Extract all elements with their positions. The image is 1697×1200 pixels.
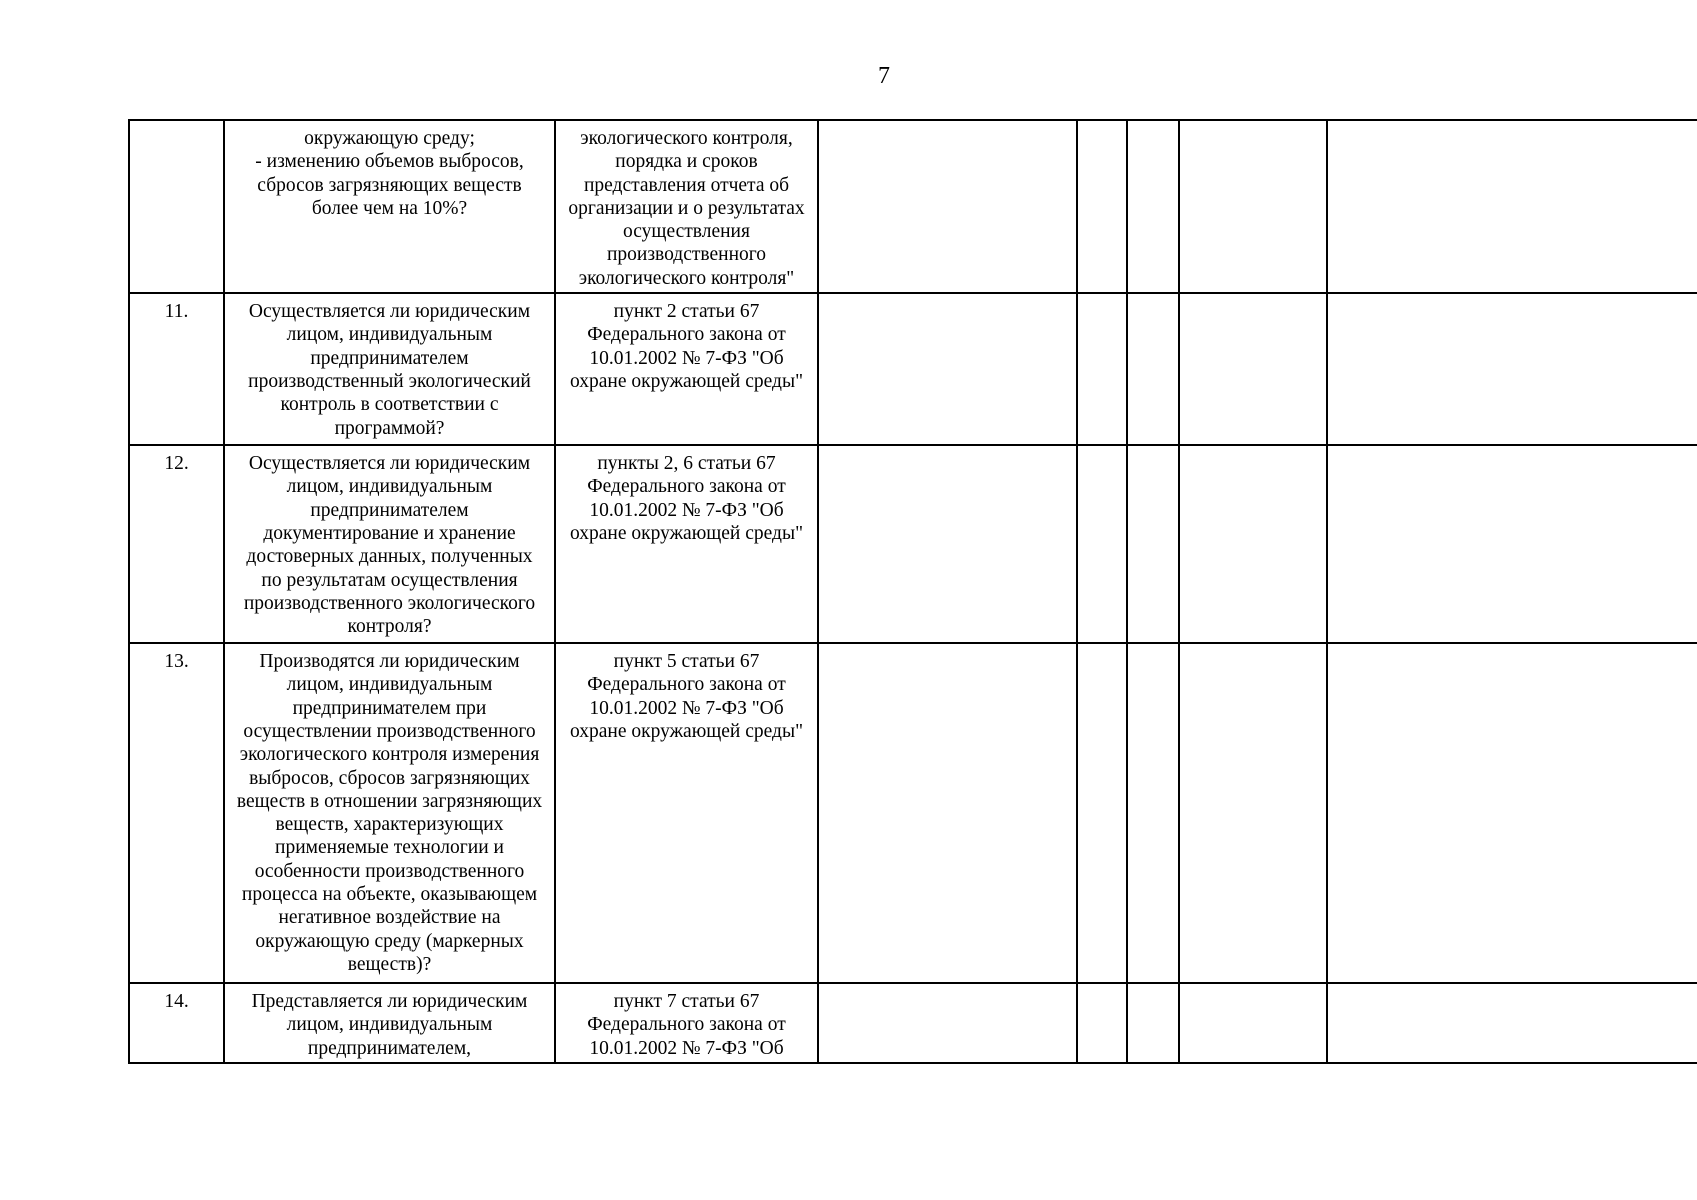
legal-reference-line: пункт 7 статьи 67 [613,991,760,1013]
question-text-line: - изменению объемов выбросов, [255,151,524,173]
question-text-line: Производятся ли юридическим [259,651,520,673]
yes-cell [1077,643,1127,983]
legal-reference-line: 10.01.2002 № 7-ФЗ "Об [589,697,784,719]
question-text-line: предпринимателем при [292,697,487,719]
legal-reference-line: Федерального закона от [587,476,786,498]
not-applicable-cell [1179,293,1327,445]
no-cell [1127,120,1179,293]
question-text-line: контроль в соответствии с [280,394,499,416]
question-text-line: окружающую среду (маркерных [255,930,524,952]
no-cell [1127,983,1179,1063]
answer-cell [818,445,1077,643]
yes-cell [1077,120,1127,293]
not-applicable-cell [1179,643,1327,983]
row-number: 11. [164,301,189,323]
legal-reference-line: пункты 2, 6 статьи 67 [597,453,776,475]
question-text-line: производственного экологического [243,592,536,614]
not-applicable-cell [1179,120,1327,293]
no-cell [1127,445,1179,643]
legal-reference-line: Федерального закона от [587,324,786,346]
question-text-line: предпринимателем [310,347,469,369]
question-text-line: предпринимателем, [307,1037,472,1059]
legal-reference-line: пункт 5 статьи 67 [613,651,760,673]
table-row [129,643,1697,983]
no-cell [1127,643,1179,983]
question-text-line: Осуществляется ли юридическим [248,301,531,323]
question-text-line: применяемые технологии и [275,837,504,859]
row-number-cell [129,983,224,1063]
legal-reference-line: представления отчета об [583,174,790,196]
checklist-table-body [129,120,1697,1063]
comment-cell [1327,983,1697,1063]
legal-reference-line: 10.01.2002 № 7-ФЗ "Об [589,499,784,521]
row-number-cell [129,120,224,293]
no-cell [1127,293,1179,445]
legal-reference-cell [555,983,818,1063]
yes-cell [1077,445,1127,643]
question-text-line: лицом, индивидуальным [286,674,493,696]
comment-cell [1327,120,1697,293]
legal-reference-line: порядка и сроков [615,151,758,173]
question-text-line: достоверных данных, полученных [246,546,533,568]
legal-reference-cell [555,445,818,643]
legal-reference-line: охране окружающей среды" [569,720,804,742]
question-text-line: окружающую среду; [304,128,475,149]
row-number: 14. [164,991,189,1013]
question-text-line: документирование и хранение [263,522,516,544]
row-number: 12. [164,453,189,475]
question-text-line: лицом, индивидуальным [286,476,493,498]
answer-cell [818,643,1077,983]
question-text-line: веществ, характеризующих [275,814,504,836]
row-number: 13. [164,651,189,673]
question-cell [224,643,555,983]
not-applicable-cell [1179,445,1327,643]
checklist-table-wrapper [128,119,1697,1064]
table-row [129,293,1697,445]
question-text-line: осуществлении производственного [243,720,536,742]
question-text-line: экологического контроля измерения [239,744,540,766]
yes-cell [1077,293,1127,445]
question-text-line: выбросов, сбросов загрязняющих [249,767,530,789]
question-text-line: Представляется ли юридическим [251,991,528,1013]
table-row [129,445,1697,643]
comment-cell [1327,293,1697,445]
question-cell [224,293,555,445]
row-number-cell [129,643,224,983]
question-text-line: Осуществляется ли юридическим [248,453,531,475]
legal-reference-line: пункт 2 статьи 67 [613,301,760,323]
question-text-line: веществ в отношении загрязняющих [236,790,543,812]
checklist-table [128,119,1697,1064]
legal-reference-line: Федерального закона от [587,1014,786,1036]
question-text-line: программой? [334,417,445,439]
question-text-line: негативное воздействие на [278,907,501,929]
question-text-line: лицом, индивидуальным [286,324,493,346]
table-row [129,983,1697,1063]
question-text-line: веществ)? [347,953,432,975]
legal-reference-line: 10.01.2002 № 7-ФЗ "Об [589,347,784,369]
question-cell [224,120,555,293]
legal-reference-cell [555,293,818,445]
not-applicable-cell [1179,983,1327,1063]
answer-cell [818,120,1077,293]
legal-reference-line: осуществления [623,221,750,243]
legal-reference-line: производственного [606,244,767,266]
legal-reference-line: экологического контроля" [578,267,795,289]
question-text-line: по результатам осуществления [261,569,518,591]
question-text-line: более чем на 10%? [311,197,468,219]
question-cell [224,445,555,643]
question-cell [224,983,555,1063]
answer-cell [818,983,1077,1063]
legal-reference-line: экологического контроля, [580,128,793,149]
yes-cell [1077,983,1127,1063]
legal-reference-line: Федерального закона от [587,674,786,696]
row-number-cell [129,445,224,643]
question-text-line: предпринимателем [310,499,469,521]
question-text-line: лицом, индивидуальным [286,1014,493,1036]
legal-reference-line: организации и о результатах [568,197,805,219]
question-text-line: особенности производственного [254,860,525,882]
legal-reference-cell [555,120,818,293]
row-number-cell [129,293,224,445]
legal-reference-cell [555,643,818,983]
question-text-line: процесса на объекте, оказывающем [241,884,538,906]
answer-cell [818,293,1077,445]
legal-reference-line: 10.01.2002 № 7-ФЗ "Об [589,1037,784,1059]
comment-cell [1327,643,1697,983]
page-number: 7 [878,63,890,89]
question-text-line: производственный экологический [248,370,531,392]
comment-cell [1327,445,1697,643]
question-text-line: сбросов загрязняющих веществ [257,174,522,196]
question-text-line: контроля? [347,616,432,638]
legal-reference-line: охране окружающей среды" [569,370,804,392]
legal-reference-line: охране окружающей среды" [569,522,804,544]
table-row [129,120,1697,293]
